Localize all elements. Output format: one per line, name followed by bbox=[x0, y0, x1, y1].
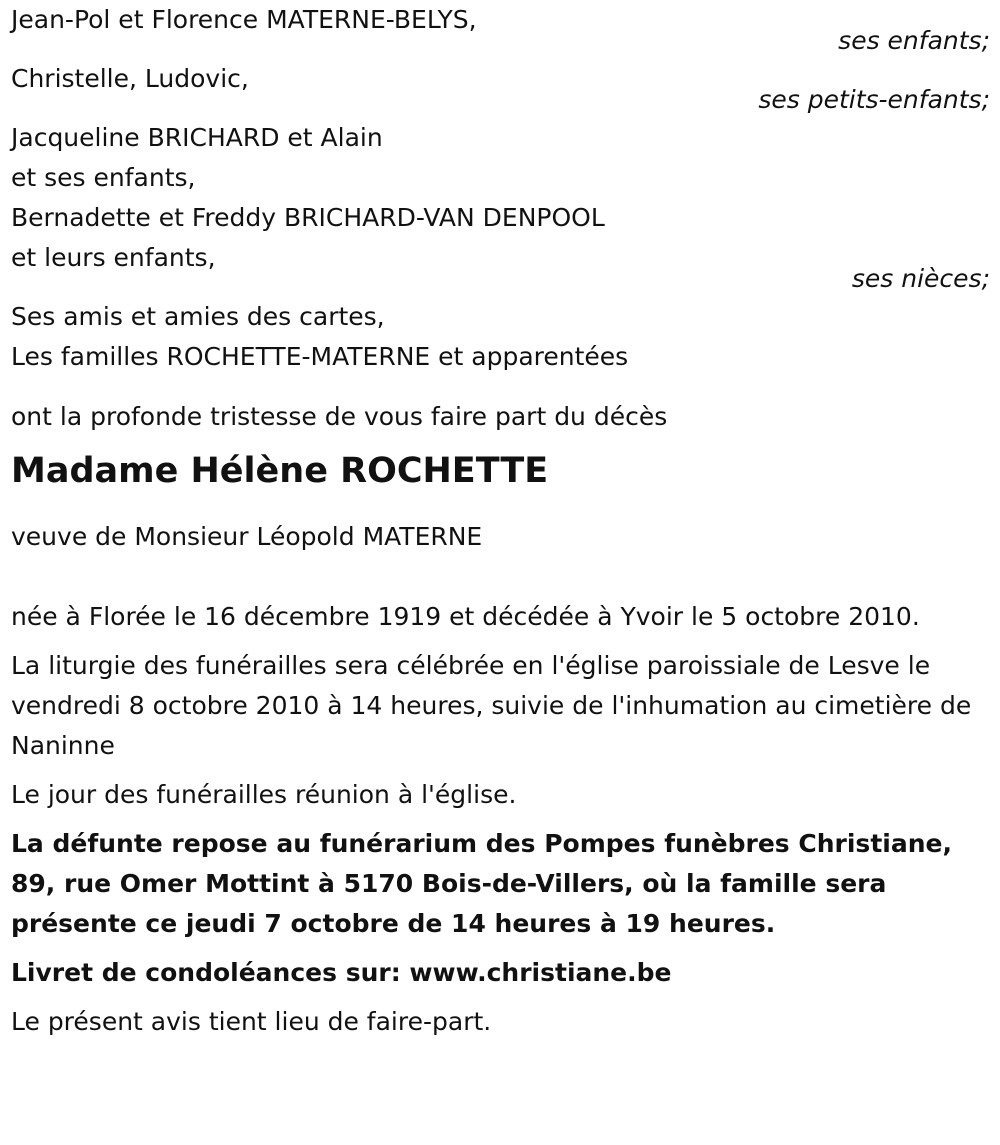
friends-line: Ses amis et amies des cartes, bbox=[11, 302, 385, 331]
nieces-line: Jacqueline BRICHARD et Alain bbox=[11, 123, 383, 152]
children-names: Jean-Pol et Florence MATERNE-BELYS, bbox=[11, 5, 477, 34]
liturgy-paragraph: La liturgie des funérailles sera célébrée en l'église paroissiale de Lesve le vendredi 8 octobre 2010 à 14 heures, suivie de l'inhumation au cimetière de Naninne bbox=[11, 651, 972, 760]
nieces-role: ses nièces; bbox=[851, 264, 990, 293]
children-role: ses enfants; bbox=[838, 26, 990, 55]
birth-death-line: née à Florée le 16 décembre 1919 et décédée à Yvoir le 5 octobre 2010. bbox=[11, 602, 920, 631]
grandchildren-names: Christelle, Ludovic, bbox=[11, 64, 249, 93]
announcement-text: ont la profonde tristesse de vous faire part du décès bbox=[11, 402, 668, 431]
viewing-paragraph: La défunte repose au funérarium des Pompes funèbres Christiane, 89, rue Omer Mottint à 5170 Bois-de-Villers, où la famille sera présente ce jeudi 7 octobre de 14 heures à 19 heures. bbox=[11, 829, 952, 938]
spouse-line: veuve de Monsieur Léopold MATERNE bbox=[11, 522, 483, 551]
obituary-notice bbox=[11, 0, 990, 1042]
friends-line: Les familles ROCHETTE-MATERNE et apparentées bbox=[11, 342, 629, 371]
nieces-line: et ses enfants, bbox=[11, 163, 196, 192]
condolences-paragraph: Livret de condoléances sur: www.christiane.be bbox=[11, 958, 672, 987]
grandchildren-role: ses petits-enfants; bbox=[758, 85, 990, 114]
closing-paragraph: Le présent avis tient lieu de faire-part. bbox=[11, 1007, 492, 1036]
nieces-line: et leurs enfants, bbox=[11, 243, 216, 272]
deceased-name: Madame Hélène ROCHETTE bbox=[11, 451, 549, 491]
nieces-line: Bernadette et Freddy BRICHARD-VAN DENPOOL bbox=[11, 203, 605, 232]
meeting-paragraph: Le jour des funérailles réunion à l'église. bbox=[11, 780, 517, 809]
